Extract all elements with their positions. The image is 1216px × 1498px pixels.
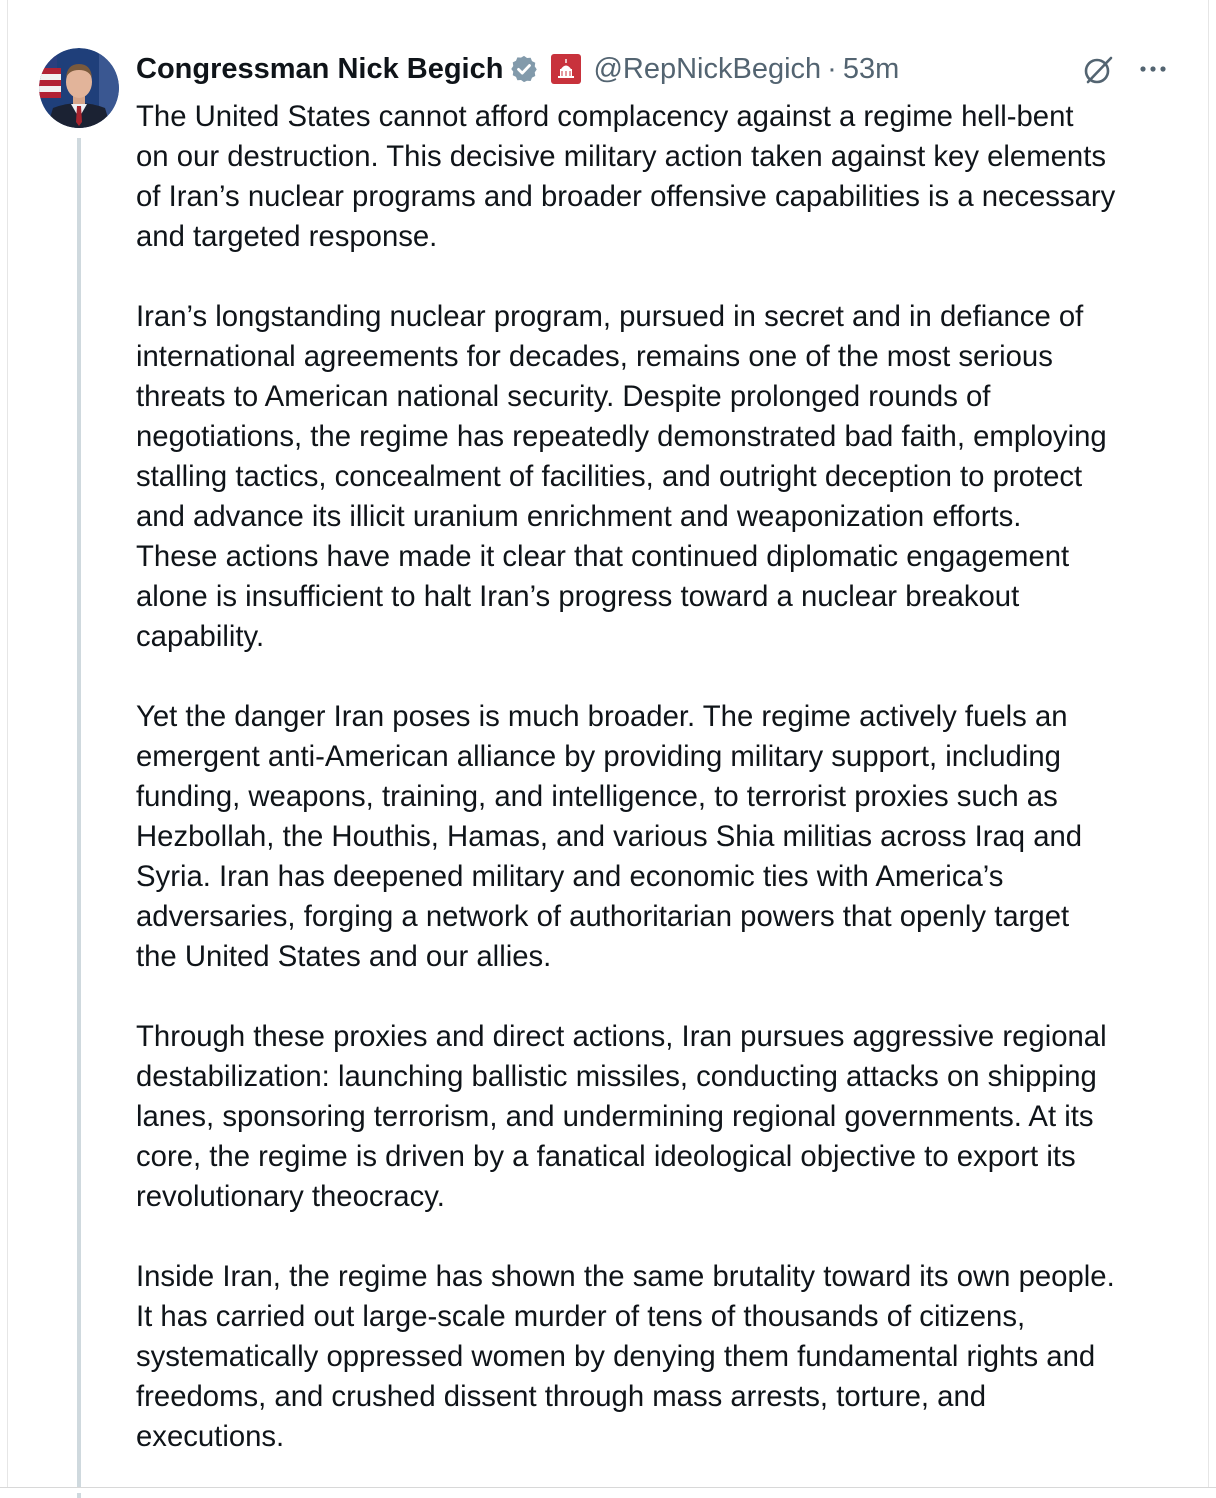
author-display-name[interactable]: Congressman Nick Begich bbox=[136, 52, 504, 85]
post-paragraph-4: Through these proxies and direct actions, Iran pursues aggressive regional destabilization: launching ballistic missiles, conducting attacks on shipping lanes, sponsoring terrorism, and undermining regional governments. At its core, the regime is driven by a fanatical ideological objective to export its revolutionary theocracy. bbox=[136, 1020, 1107, 1213]
header-separator: · bbox=[827, 52, 837, 85]
capitol-affiliation-icon[interactable] bbox=[551, 54, 581, 84]
post-paragraph-3: Yet the danger Iran poses is much broader. The regime actively fuels an emergent anti-American alliance by providing military support, including funding, weapons, training, and intelligence, to terrorist proxies such as Hezbollah, the Houthis, Hamas, and various Shia militias across Iraq and Syria. Iran has deepened military and economic ties with America’s adversaries, forging a network of authoritarian powers that openly target the United States and our allies. bbox=[136, 700, 1083, 973]
grok-icon[interactable] bbox=[1080, 52, 1116, 88]
post-timestamp[interactable]: 53m bbox=[842, 52, 900, 85]
post-paragraph-1: The United States cannot afford complacency against a regime hell-bent on our destruction. This decisive military action taken against key elements of Iran’s nuclear programs and broader offensive capabilities is a necessary and targeted response. bbox=[136, 100, 1116, 253]
author-handle[interactable]: @RepNickBegich bbox=[593, 52, 822, 85]
post-text bbox=[136, 97, 1196, 1497]
avatar[interactable] bbox=[39, 48, 119, 128]
screenshot-bottom-edge bbox=[0, 1487, 1216, 1493]
avatar-portrait-image bbox=[39, 48, 119, 128]
post-paragraph-5: Inside Iran, the regime has shown the same brutality toward its own people. It has carried out large-scale murder of tens of thousands of citizens, systematically oppressed women by denying them fundamental rights and freedoms, and crushed dissent through mass arrests, torture, and executions. bbox=[136, 1260, 1115, 1453]
post-paragraph-2: Iran’s longstanding nuclear program, pursued in secret and in defiance of international agreements for decades, remains one of the most serious threats to American national security. Despite prolonged rounds of negotiations, the regime has repeatedly demonstrated bad faith, employing stalling tactics, concealment of facilities, and outright deception to protect and advance its illicit uranium enrichment and weaponization efforts. These actions have made it clear that continued diplomatic engagement alone is insufficient to halt Iran’s progress toward a nuclear breakout capability. bbox=[136, 300, 1107, 653]
more-options-icon[interactable] bbox=[1136, 54, 1170, 84]
verified-badge-icon[interactable] bbox=[509, 54, 539, 84]
thread-connector-line bbox=[77, 138, 81, 1498]
post-header bbox=[136, 48, 899, 90]
